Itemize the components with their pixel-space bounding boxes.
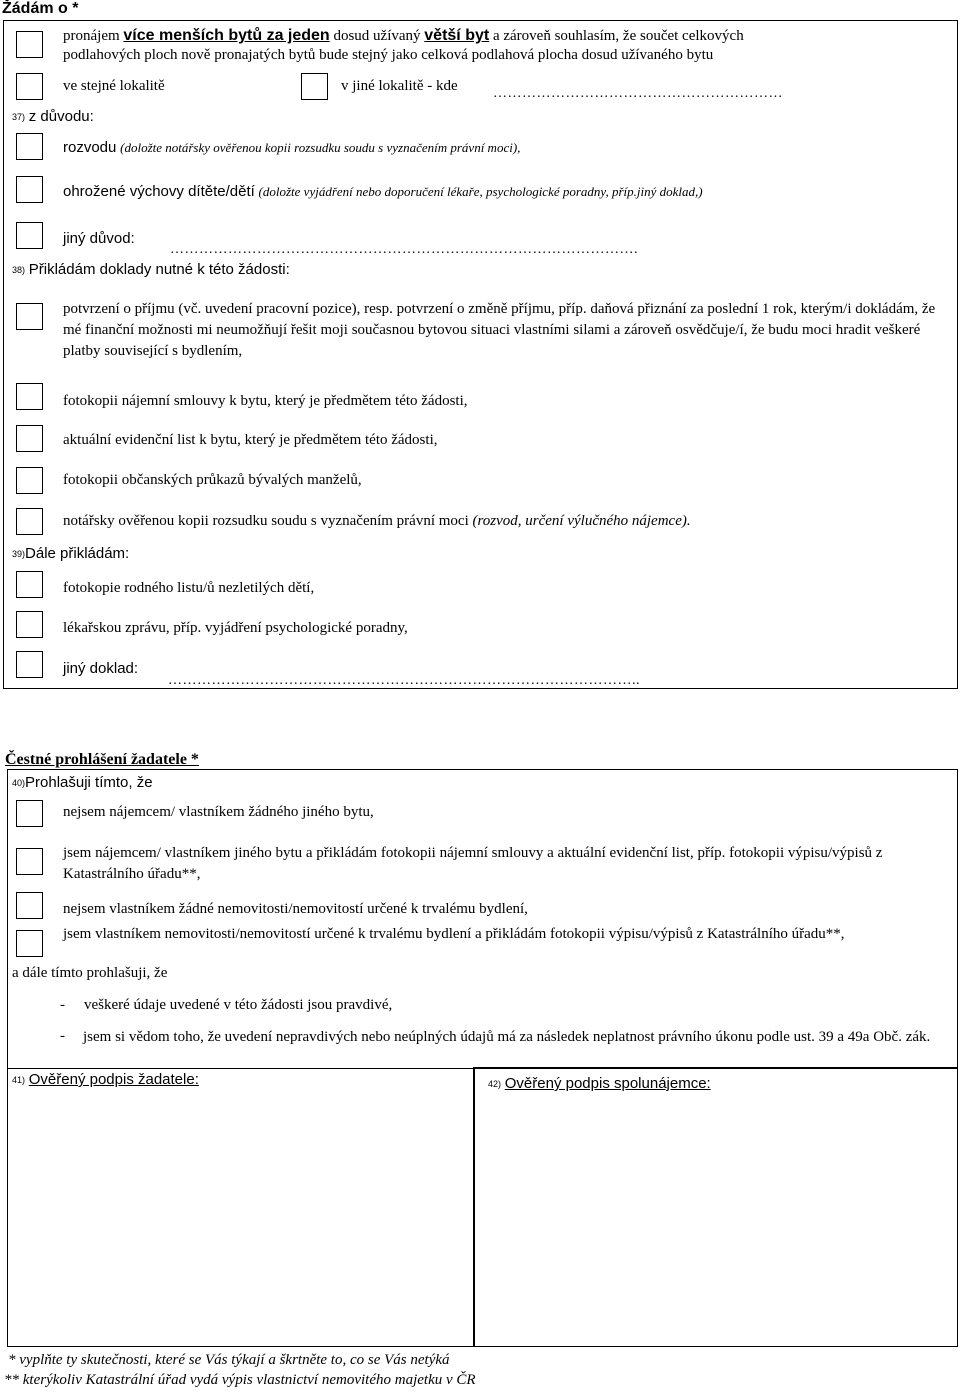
label-obcanske-prukazy: fotokopii občanských průkazů bývalých manželů, — [63, 472, 362, 488]
field-38-label: 38) Přikládám doklady nutné k této žádosti: — [12, 261, 290, 278]
label-lekarska-zprava: lékařskou zprávu, příp. vyjádření psychologické poradny, — [63, 620, 408, 636]
label-jina-lokalita: v jiné lokalitě - kde — [341, 78, 458, 94]
section-title-zadam: Žádám o * — [2, 0, 79, 17]
footnote-1: * vyplňte ty skutečnosti, které se Vás týkají a škrtněte to, co se Vás netýká — [8, 1352, 450, 1368]
field-jiny-doklad[interactable]: …………………………………………………………………………………….. — [168, 673, 640, 688]
bullet-dash-1: - — [60, 997, 65, 1013]
field-jina-lokalita[interactable]: …………………………………………………… — [493, 86, 783, 101]
field-37-label: 37) z důvodu: — [12, 108, 94, 125]
checkbox-rozvod[interactable] — [16, 133, 43, 160]
checkbox-nejsem-vlastnikem[interactable] — [16, 892, 43, 919]
checkbox-jsem-vlastnikem[interactable] — [16, 930, 43, 957]
label-jiny-doklad: jiný doklad: — [63, 660, 139, 677]
declaration-pravdive: veškeré údaje uvedené v této žádosti jsou pravdivé, — [84, 997, 393, 1013]
label-stejna-lokalita: ve stejné lokalitě — [63, 78, 165, 94]
pronajem-text-line2: podlahových ploch nově pronajatých bytů bude stejný jako celková podlahová plocha dosud užívaného bytu — [63, 47, 714, 63]
checkbox-notarsky-rozsudek[interactable] — [16, 508, 43, 535]
label-evidencni-list: aktuální evidenční list k bytu, který je předmětem této žádosti, — [63, 432, 438, 448]
checkbox-potvrzeni-prijmu[interactable] — [16, 303, 43, 330]
checkbox-pronajem[interactable] — [16, 31, 43, 58]
label-potvrzeni-prijmu: potvrzení o příjmu (vč. uvedení pracovní pozice), resp. potvrzení o změně příjmu, příp. daňová přiznání za poslední 1 rok, kterým/i dokládám, že mé finanční možnosti mi neumožňují řešit moji současnou bytovou situaci vlastními silami a zároveň osvědčuje/í, že budu moci hradit veškeré platby související s bydlením, — [63, 301, 936, 359]
field-42-label: 42) Ověřený podpis spolunájemce: — [488, 1075, 711, 1092]
checkbox-obcanske-prukazy[interactable] — [16, 467, 43, 494]
checkbox-jina-lokalita[interactable] — [301, 73, 328, 100]
checkbox-stejna-lokalita[interactable] — [16, 73, 43, 100]
checkbox-jiny-duvod[interactable] — [16, 222, 43, 249]
pronajem-text: pronájem více menších bytů za jeden dosud užívaný větší byt a zároveň souhlasím, že součet celkových — [63, 27, 744, 44]
label-najemni-smlouva: fotokopii nájemní smlouvy k bytu, který je předmětem této žádosti, — [63, 393, 468, 409]
declaration-nepravdive: jsem si vědom toho, že uvedení nepravdivých nebo neúplných údajů má za následek neplatnost právního úkonu podle ust. 39 a 49a Obč. zák. — [83, 1029, 931, 1045]
section-title-cestne: Čestné prohlášení žadatele * — [5, 751, 199, 768]
signature-cotenant-area[interactable] — [474, 1067, 958, 1347]
field-39-label: 39)Dále přikládám: — [12, 545, 130, 562]
checkbox-rodny-list[interactable] — [16, 571, 43, 598]
label-rodny-list: fotokopie rodného listu/ů nezletilých dětí, — [63, 580, 315, 596]
field-41-label: 41) Ověřený podpis žadatele: — [12, 1071, 199, 1088]
label-a-dale: a dále tímto prohlašuji, že — [12, 965, 168, 981]
label-nejsem-vlastnikem: nejsem vlastníkem žádné nemovitosti/nemovitostí určené k trvalému bydlení, — [63, 901, 528, 917]
checkbox-jsem-najemcem[interactable] — [16, 848, 43, 875]
checkbox-nejsem-najemcem[interactable] — [16, 800, 43, 827]
field-40-label: 40)Prohlašuji tímto, že — [12, 774, 153, 791]
label-nejsem-najemcem: nejsem nájemcem/ vlastníkem žádného jiného bytu, — [63, 804, 374, 820]
checkbox-lekarska-zprava[interactable] — [16, 611, 43, 638]
bullet-dash-2: - — [60, 1028, 65, 1044]
label-rozvod: rozvodu (doložte notářsky ověřenou kopii rozsudku soudu s vyznačením právní moci), — [63, 139, 521, 156]
checkbox-najemni-smlouva[interactable] — [16, 383, 43, 410]
signature-applicant-area[interactable] — [7, 1067, 474, 1347]
label-jiny-duvod: jiný důvod: — [63, 230, 135, 247]
field-jiny-duvod[interactable]: ……………………………………………………………………………………. — [170, 242, 638, 257]
label-ohrozeni: ohrožené výchovy dítěte/dětí (doložte vyjádření nebo doporučení lékaře, psychologické poradny, příp.jiný doklad,) — [63, 183, 703, 200]
label-notarsky-rozsudek: notářsky ověřenou kopii rozsudku soudu s vyznačením právní moci (rozvod, určení výlučného nájemce). — [63, 513, 691, 529]
footnote-2: ** kterýkoliv Katastrální úřad vydá výpis vlastnictví nemovitého majetku v ČR — [4, 1372, 476, 1388]
checkbox-ohrozeni[interactable] — [16, 176, 43, 203]
checkbox-evidencni-list[interactable] — [16, 425, 43, 452]
label-jsem-vlastnikem: jsem vlastníkem nemovitosti/nemovitostí určené k trvalému bydlení a přikládám fotokopii výpisu/výpisů z Katastrálního úřadu**, — [63, 926, 845, 942]
checkbox-jiny-doklad[interactable] — [16, 651, 43, 678]
label-jsem-najemcem: jsem nájemcem/ vlastníkem jiného bytu a přikládám fotokopii nájemní smlouvy a aktuální evidenční list, příp. fotokopii výpisu/výpisů z Katastrálního úřadu**, — [63, 845, 883, 882]
